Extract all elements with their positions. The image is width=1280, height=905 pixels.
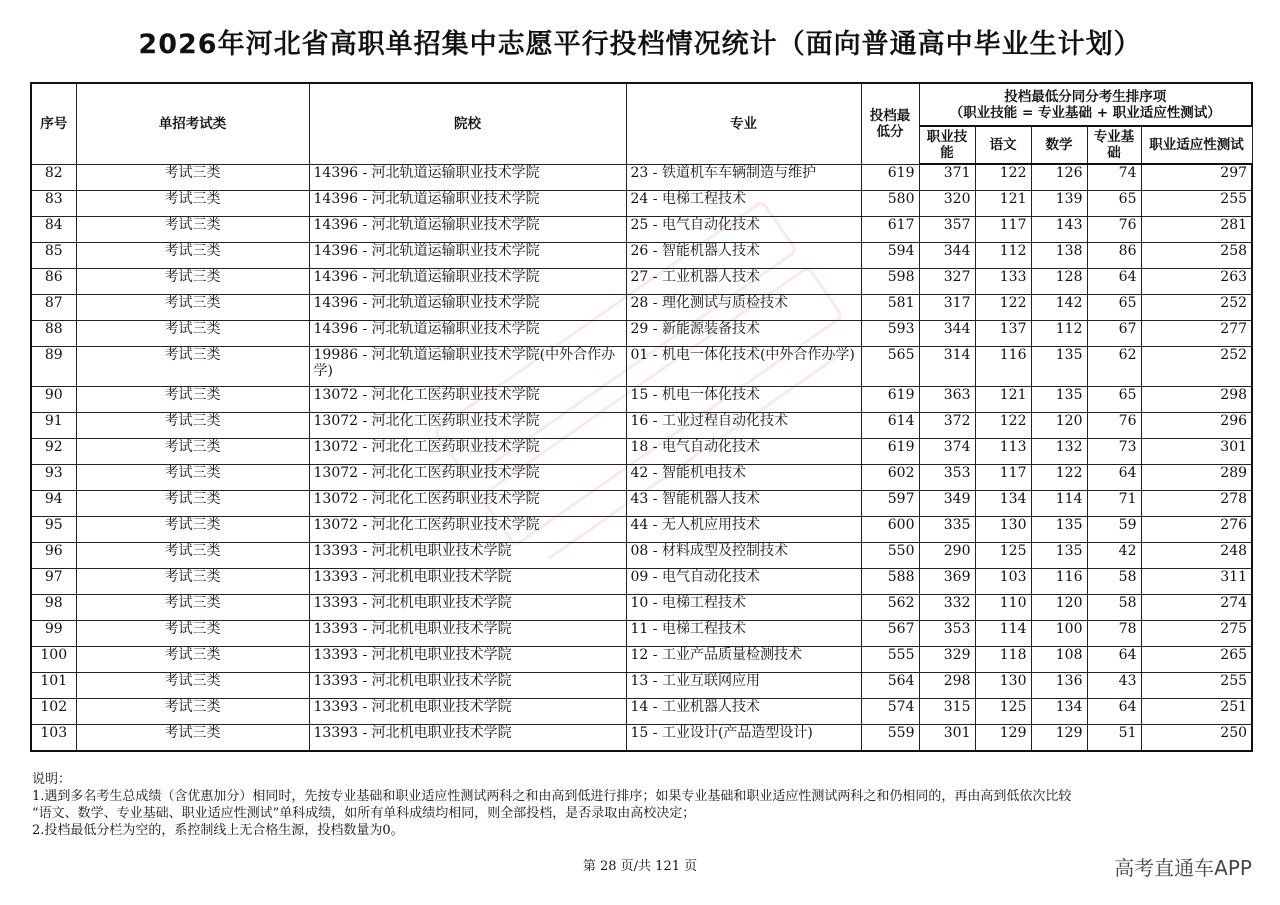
- cell-chinese: 130: [975, 673, 1031, 699]
- cell-basic: 76: [1087, 413, 1141, 439]
- table-row: [31, 543, 1252, 569]
- cell-basic: 58: [1087, 595, 1141, 621]
- header-exam-type: 单招考试类: [76, 83, 309, 164]
- header-seq: 序号: [31, 83, 76, 164]
- cell-math: 134: [1031, 699, 1087, 725]
- table-row: [31, 699, 1252, 725]
- cell-chinese: 118: [975, 647, 1031, 673]
- cell-basic: 65: [1087, 387, 1141, 413]
- cell-min-score: 580: [861, 191, 919, 217]
- cell-seq: 94: [31, 491, 76, 517]
- cell-exam-type: 考试三类: [76, 164, 309, 191]
- cell-seq: 82: [31, 164, 76, 191]
- page-indicator: 第 28 页/共 121 页: [582, 859, 698, 874]
- header-ranking-group: [919, 83, 1252, 126]
- cell-chinese: 113: [975, 439, 1031, 465]
- cell-chinese: 130: [975, 517, 1031, 543]
- cell-school: 14396 - 河北轨道运输职业技术学院: [309, 164, 626, 191]
- cell-aptitude: 297: [1141, 164, 1252, 191]
- cell-math: 108: [1031, 647, 1087, 673]
- cell-major: 13 - 工业互联网应用: [626, 673, 861, 699]
- cell-seq: 85: [31, 243, 76, 269]
- page-title: 2026年河北省高职单招集中志愿平行投档情况统计（面向普通高中毕业生计划）: [138, 29, 1142, 60]
- cell-basic: 42: [1087, 543, 1141, 569]
- cell-seq: 89: [31, 347, 76, 387]
- cell-aptitude: 277: [1141, 321, 1252, 347]
- cell-basic: 64: [1087, 699, 1141, 725]
- cell-skill: 315: [919, 699, 975, 725]
- cell-math: 135: [1031, 347, 1087, 387]
- cell-exam-type: 考试三类: [76, 673, 309, 699]
- cell-math: 132: [1031, 439, 1087, 465]
- cell-basic: 65: [1087, 295, 1141, 321]
- cell-math: 112: [1031, 321, 1087, 347]
- cell-skill: 353: [919, 465, 975, 491]
- cell-exam-type: 考试三类: [76, 347, 309, 387]
- cell-school: 13393 - 河北机电职业技术学院: [309, 621, 626, 647]
- header-min-score: 投档最低分: [861, 83, 919, 164]
- cell-skill: 371: [919, 164, 975, 191]
- brand-label: 高考直通车APP: [1114, 856, 1252, 880]
- cell-seq: 86: [31, 269, 76, 295]
- cell-skill: 374: [919, 439, 975, 465]
- cell-aptitude: 276: [1141, 517, 1252, 543]
- cell-min-score: 619: [861, 387, 919, 413]
- table-row: [31, 413, 1252, 439]
- cell-chinese: 114: [975, 621, 1031, 647]
- cell-math: 136: [1031, 673, 1087, 699]
- cell-min-score: 550: [861, 543, 919, 569]
- cell-math: 135: [1031, 387, 1087, 413]
- notes-line-2: “语文、数学、专业基础、职业适应性测试”单科成绩，如所有单科成绩均相同，则全部投档，是否录取由高校决定；: [32, 806, 696, 821]
- cell-school: 13072 - 河北化工医药职业技术学院: [309, 465, 626, 491]
- cell-exam-type: 考试三类: [76, 595, 309, 621]
- cell-school: 13072 - 河北化工医药职业技术学院: [309, 517, 626, 543]
- table-row: [31, 725, 1252, 752]
- cell-chinese: 116: [975, 347, 1031, 387]
- cell-exam-type: 考试三类: [76, 413, 309, 439]
- notes-heading: 说明：: [32, 772, 72, 787]
- cell-major: 29 - 新能源装备技术: [626, 321, 861, 347]
- cell-math: 116: [1031, 569, 1087, 595]
- cell-skill: 329: [919, 647, 975, 673]
- cell-min-score: 588: [861, 569, 919, 595]
- cell-school: 14396 - 河北轨道运输职业技术学院: [309, 217, 626, 243]
- cell-aptitude: 252: [1141, 347, 1252, 387]
- cell-exam-type: 考试三类: [76, 387, 309, 413]
- notes-line-3: 2.投档最低分栏为空的，系控制线上无合格生源，投档数量为0。: [32, 823, 404, 838]
- cell-aptitude: 248: [1141, 543, 1252, 569]
- cell-seq: 99: [31, 621, 76, 647]
- cell-aptitude: 274: [1141, 595, 1252, 621]
- cell-exam-type: 考试三类: [76, 517, 309, 543]
- cell-aptitude: 301: [1141, 439, 1252, 465]
- cell-min-score: 594: [861, 243, 919, 269]
- table-row: [31, 673, 1252, 699]
- cell-chinese: 125: [975, 543, 1031, 569]
- cell-school: 14396 - 河北轨道运输职业技术学院: [309, 191, 626, 217]
- cell-min-score: 562: [861, 595, 919, 621]
- cell-min-score: 555: [861, 647, 919, 673]
- cell-math: 114: [1031, 491, 1087, 517]
- cell-aptitude: 251: [1141, 699, 1252, 725]
- cell-school: 14396 - 河北轨道运输职业技术学院: [309, 269, 626, 295]
- cell-major: 24 - 电梯工程技术: [626, 191, 861, 217]
- cell-exam-type: 考试三类: [76, 321, 309, 347]
- cell-school: 13393 - 河北机电职业技术学院: [309, 725, 626, 752]
- notes-line-1: 1.遇到多名考生总成绩（含优惠加分）相同时，先按专业基础和职业适应性测试两科之和由高到低进行排序；如果专业基础和职业适应性测试两科之和仍相同的，再由高到低依次比较: [32, 789, 1072, 804]
- cell-skill: 314: [919, 347, 975, 387]
- cell-chinese: 122: [975, 413, 1031, 439]
- cell-major: 18 - 电气自动化技术: [626, 439, 861, 465]
- cell-math: 122: [1031, 465, 1087, 491]
- cell-major: 43 - 智能机器人技术: [626, 491, 861, 517]
- cell-math: 143: [1031, 217, 1087, 243]
- cell-aptitude: 263: [1141, 269, 1252, 295]
- cell-aptitude: 265: [1141, 647, 1252, 673]
- cell-seq: 98: [31, 595, 76, 621]
- cell-seq: 93: [31, 465, 76, 491]
- cell-school: 13072 - 河北化工医药职业技术学院: [309, 491, 626, 517]
- cell-major: 16 - 工业过程自动化技术: [626, 413, 861, 439]
- cell-chinese: 121: [975, 387, 1031, 413]
- cell-math: 135: [1031, 517, 1087, 543]
- cell-basic: 58: [1087, 569, 1141, 595]
- cell-exam-type: 考试三类: [76, 217, 309, 243]
- table-row: [31, 164, 1252, 191]
- cell-math: 120: [1031, 595, 1087, 621]
- table-row: [31, 321, 1252, 347]
- cell-min-score: 600: [861, 517, 919, 543]
- cell-skill: 349: [919, 491, 975, 517]
- header-basic: 专业基础: [1087, 126, 1141, 164]
- table-row: [31, 621, 1252, 647]
- cell-seq: 100: [31, 647, 76, 673]
- cell-major: 08 - 材料成型及控制技术: [626, 543, 861, 569]
- cell-chinese: 129: [975, 725, 1031, 752]
- cell-basic: 62: [1087, 347, 1141, 387]
- cell-seq: 96: [31, 543, 76, 569]
- cell-major: 25 - 电气自动化技术: [626, 217, 861, 243]
- cell-min-score: 619: [861, 164, 919, 191]
- table-row: [31, 439, 1252, 465]
- cell-school: 19986 - 河北轨道运输职业技术学院(中外合作办学): [309, 347, 626, 387]
- table-row: [31, 347, 1252, 387]
- cell-basic: 43: [1087, 673, 1141, 699]
- header-major: 专业: [626, 83, 861, 164]
- cell-major: 27 - 工业机器人技术: [626, 269, 861, 295]
- table-row: [31, 491, 1252, 517]
- cell-basic: 67: [1087, 321, 1141, 347]
- cell-chinese: 134: [975, 491, 1031, 517]
- cell-aptitude: 252: [1141, 295, 1252, 321]
- cell-exam-type: 考试三类: [76, 439, 309, 465]
- cell-exam-type: 考试三类: [76, 569, 309, 595]
- cell-exam-type: 考试三类: [76, 699, 309, 725]
- cell-basic: 74: [1087, 164, 1141, 191]
- cell-math: 126: [1031, 164, 1087, 191]
- cell-min-score: 617: [861, 217, 919, 243]
- cell-seq: 83: [31, 191, 76, 217]
- cell-chinese: 122: [975, 295, 1031, 321]
- cell-min-score: 602: [861, 465, 919, 491]
- cell-skill: 332: [919, 595, 975, 621]
- cell-basic: 73: [1087, 439, 1141, 465]
- cell-skill: 363: [919, 387, 975, 413]
- cell-basic: 64: [1087, 465, 1141, 491]
- cell-skill: 344: [919, 321, 975, 347]
- cell-major: 12 - 工业产品质量检测技术: [626, 647, 861, 673]
- cell-skill: 353: [919, 621, 975, 647]
- header-math: 数学: [1031, 126, 1087, 164]
- cell-exam-type: 考试三类: [76, 621, 309, 647]
- cell-math: 120: [1031, 413, 1087, 439]
- cell-exam-type: 考试三类: [76, 295, 309, 321]
- cell-skill: 372: [919, 413, 975, 439]
- cell-exam-type: 考试三类: [76, 269, 309, 295]
- cell-major: 15 - 工业设计(产品造型设计): [626, 725, 861, 752]
- cell-min-score: 619: [861, 439, 919, 465]
- table-row: [31, 295, 1252, 321]
- table-row: [31, 595, 1252, 621]
- cell-school: 13393 - 河北机电职业技术学院: [309, 569, 626, 595]
- notes-section: [32, 771, 1262, 839]
- cell-aptitude: 275: [1141, 621, 1252, 647]
- cell-min-score: 598: [861, 269, 919, 295]
- cell-basic: 65: [1087, 191, 1141, 217]
- cell-math: 128: [1031, 269, 1087, 295]
- table-row: [31, 387, 1252, 413]
- table-row: [31, 647, 1252, 673]
- cell-seq: 91: [31, 413, 76, 439]
- cell-school: 14396 - 河北轨道运输职业技术学院: [309, 321, 626, 347]
- cell-chinese: 133: [975, 269, 1031, 295]
- cell-aptitude: 298: [1141, 387, 1252, 413]
- cell-min-score: 614: [861, 413, 919, 439]
- cell-seq: 101: [31, 673, 76, 699]
- cell-school: 13072 - 河北化工医药职业技术学院: [309, 439, 626, 465]
- cell-aptitude: 296: [1141, 413, 1252, 439]
- cell-seq: 87: [31, 295, 76, 321]
- cell-major: 42 - 智能机电技术: [626, 465, 861, 491]
- cell-aptitude: 258: [1141, 243, 1252, 269]
- cell-skill: 290: [919, 543, 975, 569]
- cell-basic: 59: [1087, 517, 1141, 543]
- cell-aptitude: 281: [1141, 217, 1252, 243]
- cell-seq: 88: [31, 321, 76, 347]
- cell-school: 13393 - 河北机电职业技术学院: [309, 673, 626, 699]
- cell-seq: 97: [31, 569, 76, 595]
- cell-basic: 51: [1087, 725, 1141, 752]
- cell-seq: 92: [31, 439, 76, 465]
- cell-math: 100: [1031, 621, 1087, 647]
- cell-math: 139: [1031, 191, 1087, 217]
- cell-seq: 103: [31, 725, 76, 752]
- header-aptitude: 职业适应性测试: [1141, 126, 1252, 164]
- cell-exam-type: 考试三类: [76, 543, 309, 569]
- cell-exam-type: 考试三类: [76, 191, 309, 217]
- cell-major: 26 - 智能机器人技术: [626, 243, 861, 269]
- cell-school: 13393 - 河北机电职业技术学院: [309, 699, 626, 725]
- table-row: [31, 569, 1252, 595]
- cell-exam-type: 考试三类: [76, 725, 309, 752]
- cell-aptitude: 255: [1141, 191, 1252, 217]
- cell-chinese: 122: [975, 164, 1031, 191]
- cell-chinese: 125: [975, 699, 1031, 725]
- cell-min-score: 574: [861, 699, 919, 725]
- cell-school: 13393 - 河北机电职业技术学院: [309, 595, 626, 621]
- cell-basic: 86: [1087, 243, 1141, 269]
- cell-seq: 84: [31, 217, 76, 243]
- cell-major: 44 - 无人机应用技术: [626, 517, 861, 543]
- cell-basic: 78: [1087, 621, 1141, 647]
- table-row: [31, 269, 1252, 295]
- cell-exam-type: 考试三类: [76, 491, 309, 517]
- cell-school: 13393 - 河北机电职业技术学院: [309, 543, 626, 569]
- cell-school: 13072 - 河北化工医药职业技术学院: [309, 413, 626, 439]
- table-row: [31, 191, 1252, 217]
- cell-basic: 71: [1087, 491, 1141, 517]
- cell-skill: 344: [919, 243, 975, 269]
- cell-aptitude: 278: [1141, 491, 1252, 517]
- cell-skill: 301: [919, 725, 975, 752]
- cell-major: 23 - 铁道机车车辆制造与维护: [626, 164, 861, 191]
- cell-math: 142: [1031, 295, 1087, 321]
- admission-table: [30, 82, 1253, 752]
- cell-aptitude: 250: [1141, 725, 1252, 752]
- cell-school: 13393 - 河北机电职业技术学院: [309, 647, 626, 673]
- cell-min-score: 597: [861, 491, 919, 517]
- cell-min-score: 564: [861, 673, 919, 699]
- cell-min-score: 581: [861, 295, 919, 321]
- cell-chinese: 117: [975, 465, 1031, 491]
- cell-major: 28 - 理化测试与质检技术: [626, 295, 861, 321]
- ranking-formula: （职业技能 = 专业基础 + 职业适应性测试）: [949, 104, 1221, 121]
- cell-major: 14 - 工业机器人技术: [626, 699, 861, 725]
- cell-exam-type: 考试三类: [76, 647, 309, 673]
- cell-skill: 317: [919, 295, 975, 321]
- cell-seq: 90: [31, 387, 76, 413]
- cell-min-score: 559: [861, 725, 919, 752]
- cell-exam-type: 考试三类: [76, 465, 309, 491]
- header-chinese: 语文: [975, 126, 1031, 164]
- cell-major: 11 - 电梯工程技术: [626, 621, 861, 647]
- cell-school: 14396 - 河北轨道运输职业技术学院: [309, 295, 626, 321]
- cell-major: 09 - 电气自动化技术: [626, 569, 861, 595]
- cell-major: 10 - 电梯工程技术: [626, 595, 861, 621]
- cell-skill: 335: [919, 517, 975, 543]
- cell-aptitude: 289: [1141, 465, 1252, 491]
- cell-basic: 64: [1087, 269, 1141, 295]
- header-school: 院校: [309, 83, 626, 164]
- cell-aptitude: 311: [1141, 569, 1252, 595]
- cell-chinese: 137: [975, 321, 1031, 347]
- cell-skill: 369: [919, 569, 975, 595]
- cell-major: 15 - 机电一体化技术: [626, 387, 861, 413]
- cell-aptitude: 255: [1141, 673, 1252, 699]
- cell-basic: 76: [1087, 217, 1141, 243]
- cell-chinese: 121: [975, 191, 1031, 217]
- cell-math: 138: [1031, 243, 1087, 269]
- cell-basic: 64: [1087, 647, 1141, 673]
- cell-min-score: 565: [861, 347, 919, 387]
- header-skill: 职业技能: [919, 126, 975, 164]
- table-row: [31, 465, 1252, 491]
- cell-major: 01 - 机电一体化技术(中外合作办学): [626, 347, 861, 387]
- cell-school: 13072 - 河北化工医药职业技术学院: [309, 387, 626, 413]
- table-row: [31, 243, 1252, 269]
- cell-skill: 320: [919, 191, 975, 217]
- cell-chinese: 112: [975, 243, 1031, 269]
- cell-skill: 357: [919, 217, 975, 243]
- cell-min-score: 593: [861, 321, 919, 347]
- cell-seq: 95: [31, 517, 76, 543]
- cell-chinese: 103: [975, 569, 1031, 595]
- cell-skill: 298: [919, 673, 975, 699]
- cell-chinese: 110: [975, 595, 1031, 621]
- cell-seq: 102: [31, 699, 76, 725]
- cell-exam-type: 考试三类: [76, 243, 309, 269]
- table-row: [31, 517, 1252, 543]
- cell-math: 129: [1031, 725, 1087, 752]
- cell-chinese: 117: [975, 217, 1031, 243]
- table-row: [31, 217, 1252, 243]
- ranking-group-title: 投档最低分同分考生排序项: [1004, 88, 1167, 105]
- cell-math: 135: [1031, 543, 1087, 569]
- cell-skill: 327: [919, 269, 975, 295]
- cell-school: 14396 - 河北轨道运输职业技术学院: [309, 243, 626, 269]
- cell-min-score: 567: [861, 621, 919, 647]
